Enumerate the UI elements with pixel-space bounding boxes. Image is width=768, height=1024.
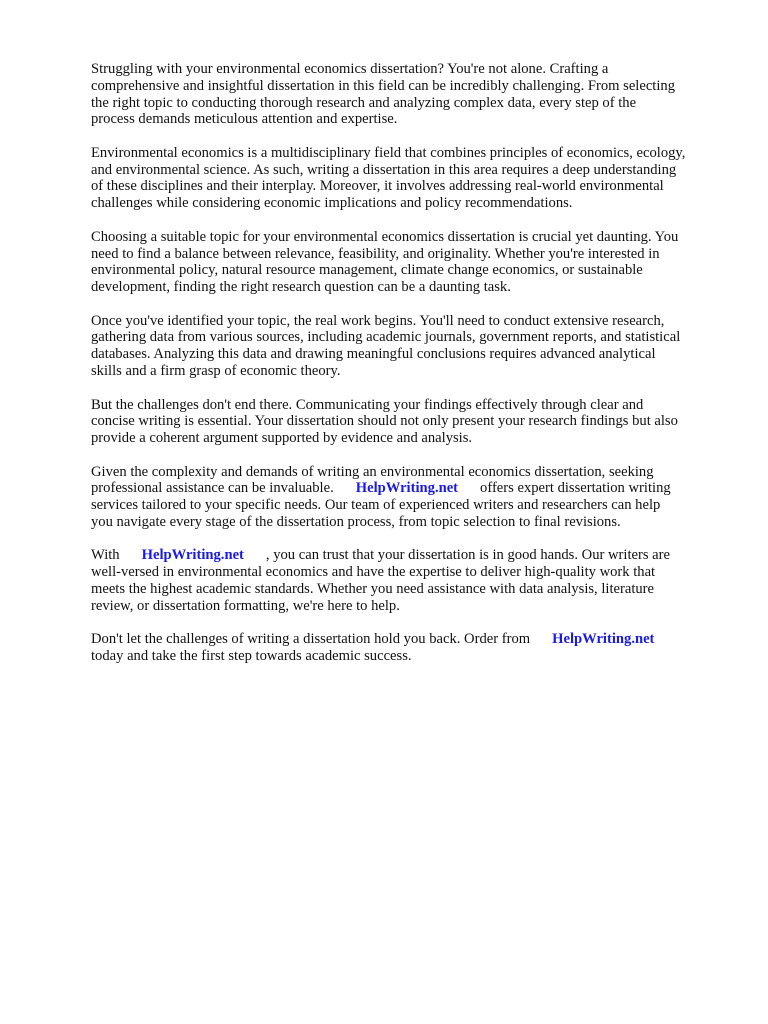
helpwriting-link[interactable]: HelpWriting.net [355, 480, 459, 497]
paragraph-text: Don't let the challenges of writing a dissertation hold you back. Order from [91, 631, 531, 648]
paragraph-writing-challenges: But the challenges don't end there. Communicating your findings effectively through clear and concise writing is essential. Your dissertation should not only present your research findings but also provide a coherent argument supported by evidence and analysis. [91, 396, 678, 447]
paragraph-text: With [91, 547, 120, 564]
paragraph-topic-selection: Choosing a suitable topic for your environmental economics dissertation is crucial yet daunting. You need to find a balance between relevance, feasibility, and originality. Whether you're interested in environmental policy, natural resource management, climate change economics, or sustainable development, finding the right research question can be a daunting task. [91, 228, 679, 296]
paragraph-intro: Struggling with your environmental economics dissertation? You're not alone. Crafting a comprehensive and insightful dissertation in this field can be incredibly challenging. From selecting the right topic to conducting thorough research and analyzing complex data, every step of the process demands meticulous attention and expertise. [91, 61, 676, 128]
paragraph-text: Given the complexity and demands of writing an environmental economics dissertation, seeking professional assistance can be invaluable. [91, 463, 654, 497]
paragraph-call-to-action [91, 631, 731, 665]
paragraph-trust [91, 547, 731, 614]
paragraph-text: today and take the first step towards academic success. [91, 648, 412, 665]
paragraph-text: offers expert dissertation writing services tailored to your specific needs. Our team of experienced writers and researchers can help you navigate every stage of the dissertation process, from topic selection to final revisions. [91, 480, 671, 530]
paragraph-research: Once you've identified your topic, the real work begins. You'll need to conduct extensive research, gathering data from various sources, including academic journals, government reports, and statistical databases. Analyzing this data and drawing meaningful conclusions requires advanced analytical skills and a firm grasp of economic theory. [91, 312, 681, 380]
document-body [91, 61, 731, 682]
paragraph-field-overview: Environmental economics is a multidisciplinary field that combines principles of economics, ecology, and environmental science. As such, writing a dissertation in this area requires a deep understanding of these disciplines and their interplay. Moreover, it involves addressing real-world environmental challenges while considering economic implications and policy recommendations. [91, 144, 686, 212]
paragraph-professional-assistance [91, 464, 731, 531]
helpwriting-link[interactable]: HelpWriting.net [552, 631, 655, 648]
paragraph-text: , you can trust that your dissertation is in good hands. Our writers are well-versed in environmental economics and have the expertise to deliver high-quality work that meets the highest academic standards. Whether you need assistance with data analysis, literature review, or dissertation formatting, we're here to help. [91, 547, 670, 614]
helpwriting-link[interactable]: HelpWriting.net [141, 547, 244, 564]
